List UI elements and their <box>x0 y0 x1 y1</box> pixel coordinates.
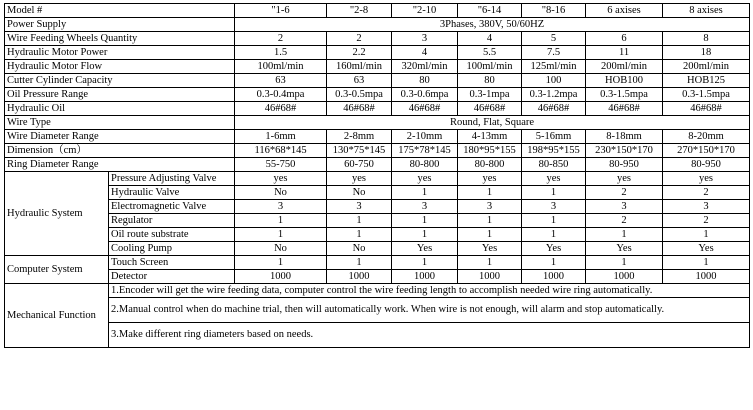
row-label: Dimension（cm） <box>5 144 235 158</box>
cell-value: 80-850 <box>522 158 586 172</box>
table-row <box>5 270 750 284</box>
cell-value: 160ml/min <box>327 60 392 74</box>
group-label-mechanical-function: Mechanical Function <box>5 284 109 348</box>
cell-value: 1.5 <box>235 46 327 60</box>
cell-value: 1 <box>392 214 458 228</box>
row-label: Oil route substrate <box>109 228 235 242</box>
cell-value: 3 <box>235 200 327 214</box>
cell-value: 5.5 <box>458 46 522 60</box>
cell-value: 63 <box>235 74 327 88</box>
cell-value: 80 <box>458 74 522 88</box>
cell-value: 0.3-1mpa <box>458 88 522 102</box>
cell-value: 1 <box>458 228 522 242</box>
cell-value: 100 <box>522 74 586 88</box>
cell-value: 80-950 <box>586 158 663 172</box>
function-note: 3.Make different ring diameters based on needs. <box>109 323 750 348</box>
cell-value: 1 <box>663 228 750 242</box>
cell-value: No <box>235 186 327 200</box>
cell-value: 0.3-1.5mpa <box>663 88 750 102</box>
cell-value: 5 <box>522 32 586 46</box>
function-note: 1.Encoder will get the wire feeding data, computer control the wire feeding length to accomplish needed wire ring automatically. <box>109 284 750 298</box>
model-name: "8-16 <box>522 4 586 18</box>
cell-value: 2 <box>663 214 750 228</box>
cell-value: 46#68# <box>235 102 327 116</box>
cell-value: 1 <box>235 256 327 270</box>
cell-value: 8 <box>663 32 750 46</box>
cell-value: 2-10mm <box>392 130 458 144</box>
row-label: Wire Type <box>5 116 235 130</box>
row-label: Hydraulic Oil <box>5 102 235 116</box>
cell-value: yes <box>392 172 458 186</box>
cell-value: 1 <box>327 256 392 270</box>
table-row <box>5 242 750 256</box>
cell-value: 125ml/min <box>522 60 586 74</box>
table-row <box>5 130 750 144</box>
table-row <box>5 228 750 242</box>
cell-value: yes <box>235 172 327 186</box>
cell-value: 175*78*145 <box>392 144 458 158</box>
cell-value: 1000 <box>458 270 522 284</box>
row-label: Touch Screen <box>109 256 235 270</box>
cell-value: 2-8mm <box>327 130 392 144</box>
cell-value: HOB125 <box>663 74 750 88</box>
cell-value: 2 <box>586 186 663 200</box>
table-row <box>5 60 750 74</box>
cell-value: 0.3-1.2mpa <box>522 88 586 102</box>
cell-value: No <box>235 242 327 256</box>
group-label-computer-system: Computer System <box>5 256 109 284</box>
cell-value: 8-20mm <box>663 130 750 144</box>
cell-value: 4-13mm <box>458 130 522 144</box>
cell-value: 1 <box>327 214 392 228</box>
cell-value: Yes <box>663 242 750 256</box>
cell-value: yes <box>586 172 663 186</box>
model-name: "2-8 <box>327 4 392 18</box>
row-label: Hydraulic Valve <box>109 186 235 200</box>
cell-value: 46#68# <box>522 102 586 116</box>
model-name: "2-10 <box>392 4 458 18</box>
cell-value: 5-16mm <box>522 130 586 144</box>
cell-value: 1000 <box>522 270 586 284</box>
cell-value: 46#68# <box>327 102 392 116</box>
cell-value: 18 <box>663 46 750 60</box>
cell-value: 80-950 <box>663 158 750 172</box>
cell-value: 0.3-0.6mpa <box>392 88 458 102</box>
cell-value: 3 <box>392 200 458 214</box>
cell-value: 0.3-0.4mpa <box>235 88 327 102</box>
cell-value: yes <box>458 172 522 186</box>
table-row <box>5 74 750 88</box>
cell-value: 100ml/min <box>235 60 327 74</box>
cell-value: 1000 <box>235 270 327 284</box>
cell-value: 3 <box>458 200 522 214</box>
cell-value: 1000 <box>327 270 392 284</box>
table-row <box>5 88 750 102</box>
cell-value: No <box>327 242 392 256</box>
cell-value: 1 <box>586 256 663 270</box>
cell-value: 3 <box>522 200 586 214</box>
row-label: Wire Feeding Wheels Quantity <box>5 32 235 46</box>
cell-value: 1 <box>392 186 458 200</box>
cell-value: Yes <box>458 242 522 256</box>
cell-value: 130*75*145 <box>327 144 392 158</box>
cell-value: Yes <box>522 242 586 256</box>
cell-value: 1 <box>458 214 522 228</box>
power-supply-row <box>5 18 750 32</box>
cell-value: 60-750 <box>327 158 392 172</box>
cell-value: 200ml/min <box>663 60 750 74</box>
row-label: Regulator <box>109 214 235 228</box>
row-label: Wire Diameter Range <box>5 130 235 144</box>
cell-value: yes <box>522 172 586 186</box>
cell-value: 3 <box>327 200 392 214</box>
cell-value: 320ml/min <box>392 60 458 74</box>
row-label: Cutter Cylinder Capacity <box>5 74 235 88</box>
row-value: 3Phases, 380V, 50/60HZ <box>235 18 750 32</box>
spec-table <box>4 3 750 348</box>
cell-value: yes <box>327 172 392 186</box>
cell-value: 3 <box>392 32 458 46</box>
model-name: "1-6 <box>235 4 327 18</box>
row-label: Ring Diameter Range <box>5 158 235 172</box>
row-label: Hydraulic Motor Power <box>5 46 235 60</box>
cell-value: 1 <box>458 256 522 270</box>
cell-value: 1 <box>586 228 663 242</box>
table-row <box>5 200 750 214</box>
row-label: Hydraulic Motor Flow <box>5 60 235 74</box>
cell-value: 4 <box>458 32 522 46</box>
row-label: Power Supply <box>5 18 235 32</box>
cell-value: 55-750 <box>235 158 327 172</box>
cell-value: 0.3-0.5mpa <box>327 88 392 102</box>
cell-value: 1 <box>663 256 750 270</box>
cell-value: 46#68# <box>392 102 458 116</box>
header-row <box>5 4 750 18</box>
cell-value: 63 <box>327 74 392 88</box>
function-note: 2.Manual control when do machine trial, then will automatically work. When wire is not enough, will alarm and stop automatically. <box>109 298 750 323</box>
cell-value: No <box>327 186 392 200</box>
table-row <box>5 46 750 60</box>
table-row <box>5 284 750 298</box>
table-row <box>5 172 750 186</box>
cell-value: 46#68# <box>663 102 750 116</box>
cell-value: 3 <box>663 200 750 214</box>
cell-value: 1 <box>392 256 458 270</box>
table-row <box>5 32 750 46</box>
header-label: Model # <box>5 4 235 18</box>
cell-value: 116*68*145 <box>235 144 327 158</box>
table-row <box>5 256 750 270</box>
row-label: Pressure Adjusting Valve <box>109 172 235 186</box>
table-row <box>5 158 750 172</box>
cell-value: 46#68# <box>458 102 522 116</box>
cell-value: 2 <box>327 32 392 46</box>
row-label: Detector <box>109 270 235 284</box>
table-row <box>5 144 750 158</box>
table-row <box>5 214 750 228</box>
cell-value: 80-800 <box>392 158 458 172</box>
cell-value: 1-6mm <box>235 130 327 144</box>
cell-value: 1 <box>392 228 458 242</box>
cell-value: 1 <box>235 214 327 228</box>
cell-value: 198*95*155 <box>522 144 586 158</box>
cell-value: 1 <box>522 228 586 242</box>
table-row <box>5 102 750 116</box>
cell-value: 2 <box>663 186 750 200</box>
row-label: Cooling Pump <box>109 242 235 256</box>
cell-value: 270*150*170 <box>663 144 750 158</box>
cell-value: 11 <box>586 46 663 60</box>
cell-value: 1 <box>522 214 586 228</box>
wire-type-row <box>5 116 750 130</box>
cell-value: Yes <box>392 242 458 256</box>
cell-value: yes <box>663 172 750 186</box>
cell-value: 0.3-1.5mpa <box>586 88 663 102</box>
cell-value: 1000 <box>392 270 458 284</box>
row-label: Oil Pressure Range <box>5 88 235 102</box>
cell-value: HOB100 <box>586 74 663 88</box>
cell-value: 1 <box>458 186 522 200</box>
cell-value: 2 <box>235 32 327 46</box>
cell-value: 1000 <box>586 270 663 284</box>
table-row <box>5 298 750 323</box>
cell-value: 230*150*170 <box>586 144 663 158</box>
cell-value: 1 <box>235 228 327 242</box>
cell-value: 1 <box>522 186 586 200</box>
group-label-hydraulic-system: Hydraulic System <box>5 172 109 256</box>
cell-value: 80 <box>392 74 458 88</box>
cell-value: 1 <box>522 256 586 270</box>
model-name: "6-14 <box>458 4 522 18</box>
cell-value: Yes <box>586 242 663 256</box>
cell-value: 200ml/min <box>586 60 663 74</box>
cell-value: 4 <box>392 46 458 60</box>
cell-value: 2 <box>586 214 663 228</box>
cell-value: 100ml/min <box>458 60 522 74</box>
cell-value: 3 <box>586 200 663 214</box>
cell-value: 1000 <box>663 270 750 284</box>
table-row <box>5 186 750 200</box>
cell-value: 180*95*155 <box>458 144 522 158</box>
cell-value: 2.2 <box>327 46 392 60</box>
cell-value: 46#68# <box>586 102 663 116</box>
row-value: Round, Flat, Square <box>235 116 750 130</box>
row-label: Electromagnetic Valve <box>109 200 235 214</box>
table-row <box>5 323 750 348</box>
cell-value: 80-800 <box>458 158 522 172</box>
model-name: 6 axises <box>586 4 663 18</box>
model-name: 8 axises <box>663 4 750 18</box>
cell-value: 7.5 <box>522 46 586 60</box>
cell-value: 1 <box>327 228 392 242</box>
cell-value: 6 <box>586 32 663 46</box>
cell-value: 8-18mm <box>586 130 663 144</box>
